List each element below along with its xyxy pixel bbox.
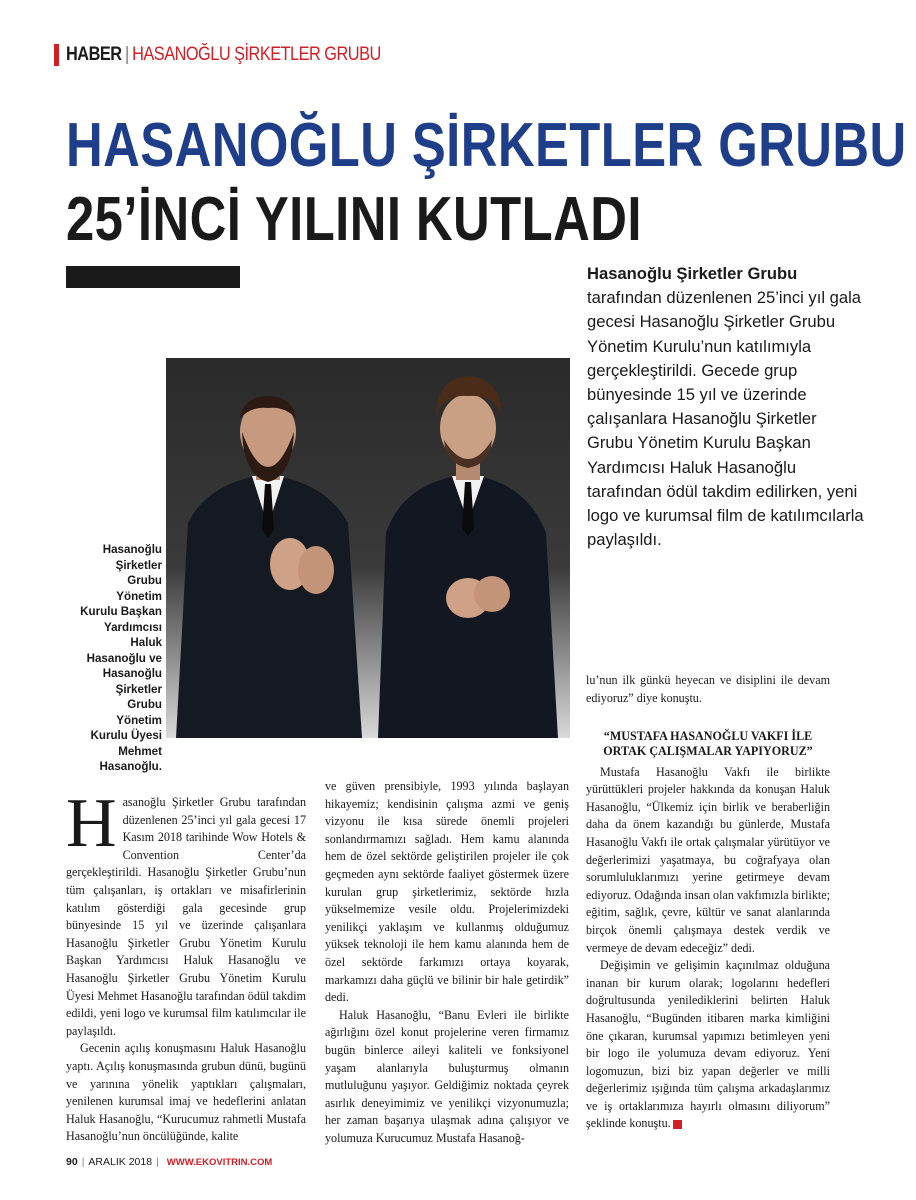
section-marker (54, 44, 59, 66)
page-number: 90 (66, 1156, 78, 1168)
footer-separator: | (156, 1156, 159, 1168)
body-paragraph: Gecenin açılış konuşmasını Haluk Hasanoğlu yaptı. Açılış konuşmasında grubun dünü, bugünü ve yarınına yönelik yaptıkları çalışmaları, yenilenen kurumsal imaj ve hedeflerini anlatan Haluk Hasanoğlu, “Kurucumuz rahmetli Mustafa Hasanoğlu’nun öncülüğünde, kalite (66, 1041, 306, 1144)
article-photo (166, 358, 570, 738)
lead-paragraph (587, 262, 867, 552)
photo-caption: Hasanoğlu Şirketler Grubu Yönetim Kurulu Başkan Yardımcısı Haluk Hasanoğlu ve Hasanoğlu Şirketler Grubu Yönetim Kurulu Üyesi Mehmet Hasanoğlu. (80, 543, 162, 773)
body-paragraph: Haluk Hasanoğlu, “Banu Evleri ile birlikte ağırlığını özel konut projelerine veren firmamız bugün binlerce aileyi kaliteli ve fonksiyonel yaşam alanlarıyla buluşturmuş olmanın mutluluğunu yaşıyor. Geldiğimiz noktada çeyrek asırlık deneyimimiz ve yenilikçi vizyonumuzla; her zaman başarıya ulaşmak adına çalışıyor ve yolumuza Kurucumuz Mustafa Hasanoğ- (325, 1007, 569, 1145)
body-text: asanoğlu Şirketler Grubu tarafından düzenlenen 25’inci yıl gala gecesi 17 Kasım 2018 tarihinde Wow Hotels & Convention Center’da gerçekleştirildi. Hasanoğlu Şirketler Grubu’nun tüm çalışanları, iş ortakları ve misafirlerinin katılım gösterdiği gala gecesinde grup bünyesinde 15 yıl ve üzerinde çalışanlara Hasanoğlu Şirketler Grubu Yönetim Kurulu Başkan Yardımcısı Haluk Hasanoğlu ve Hasanoğlu Şirketler Grubu Yönetim Kurulu Üyesi Mehmet Hasanoğlu tarafından ödül takdim edildi, yeni logo ve kurumsal film katılımcılar ile paylaşıldı. (66, 795, 306, 1038)
body-column-2 (325, 778, 569, 1147)
subheading: “MUSTAFA HASANOĞLU VAKFI İLE ORTAK ÇALIŞMALAR YAPIYORUZ” (603, 729, 813, 759)
body-column-1 (66, 785, 306, 1146)
body-paragraph (586, 957, 830, 1133)
body-paragraph: lu’nun ilk günkü heyecan ve disiplini ile devam ediyoruz” diye konuştu. (586, 673, 830, 705)
body-column-3 (586, 672, 830, 1133)
section-tag (66, 44, 381, 66)
body-paragraph (66, 785, 306, 1040)
headline-line-1: HASANOĞLU ŞİRKETLER GRUBU (66, 111, 907, 180)
body-paragraph: ve güven prensibiyle, 1993 yılında başlayan hikayemiz; kendisinin çalışma azmi ve geniş vizyonu ile kısa sürede önemli projeleri sonlandırmamızı sağladı. Hem kamu alanında hem de özel sektörde geliştirilen projeler ile çok geçmeden aynı sektörde faaliyet göstermek üzere kurulan grup şirketlerimiz, sektörde hızla yükselmemize vesile oldu. Projelerimizdeki yenilikçi yaklaşım ve kullanmış olduğumuz yüksek teknoloji ile hem kamu alanında hem de özel sektörde farkımızı ortaya koyarak, markamızı daha güçlü ve bilinir bir hale getirdik” dedi. (325, 779, 569, 1005)
section-topic: HASANOĞLU ŞİRKETLER GRUBU (132, 44, 381, 65)
drop-cap: H (66, 785, 117, 862)
title-rule (66, 266, 240, 288)
page-footer (66, 1156, 272, 1168)
body-paragraph: Mustafa Hasanoğlu Vakfı ile birlikte yürüttükleri projeler hakkında da konuşan Haluk Hasanoğlu, “Ülkemiz için birlik ve beraberliğin daha da önem kazandığı bu günlerde, Mustafa Hasanoğlu Vakfı ile ortak çalışmalar yürütüyor ve değerlerimizi yaşatmaya, bu coğrafyaya olan sorumluluklarımızı yerine getirmeye devam ediyoruz. Odağında insan olan vakfımızla birlikte; eğitim, sağlık, çevre, kültür ve sanat alanlarında birçok önemli çalışmaya destek verdik ve vermeye de devam edeceğiz” dedi. (586, 764, 830, 955)
website-link[interactable]: WWW.EKOVITRIN.COM (166, 1157, 273, 1168)
section-label: HABER (66, 44, 122, 65)
lead-bold: Hasanoğlu Şirketler Grubu (587, 264, 798, 283)
lead-text: tarafından düzenlenen 25’inci yıl gala gecesi Hasanoğlu Şirketler Grubu Yönetim Kurulu’nun katılımıyla gerçekleştirildi. Gecede grup bünyesinde 15 yıl ve üzerinde çalışanlara Hasanoğlu Şirketler Grubu Yönetim Kurulu Başkan Yardımcısı Haluk Hasanoğlu tarafından ödül takdim edilirken, yeni logo ve kurumsal film de katılımcılarla paylaşıldı. (587, 288, 864, 550)
end-mark-icon: E (673, 1120, 682, 1129)
footer-separator: | (81, 1156, 85, 1168)
issue-date: ARALIK 2018 (88, 1156, 153, 1168)
section-separator: | (124, 44, 129, 65)
headline-line-2: 25’İNCİ YILINI KUTLADI (66, 185, 642, 254)
photo-illustration (166, 358, 570, 738)
body-text: Değişimin ve gelişimin kaçınılmaz olduğuna inanan bir kurum olarak; logolarını hedefleri doğrultusunda yenilediklerini belirten Haluk Hasanoğlu, “Bugünden itibaren marka kimliğini öne çıkaran, kurumsal yapımızı betimleyen yeni bir logo ile yolumuza devam ediyoruz. Yeni logomuzun, bizi biz yapan değerler ve milli değerlerimiz ışığında tüm çalışma arkadaşlarımız ve iş ortaklarımıza hayırlı olmasını diliyorum” şeklinde konuştu. (586, 958, 830, 1131)
